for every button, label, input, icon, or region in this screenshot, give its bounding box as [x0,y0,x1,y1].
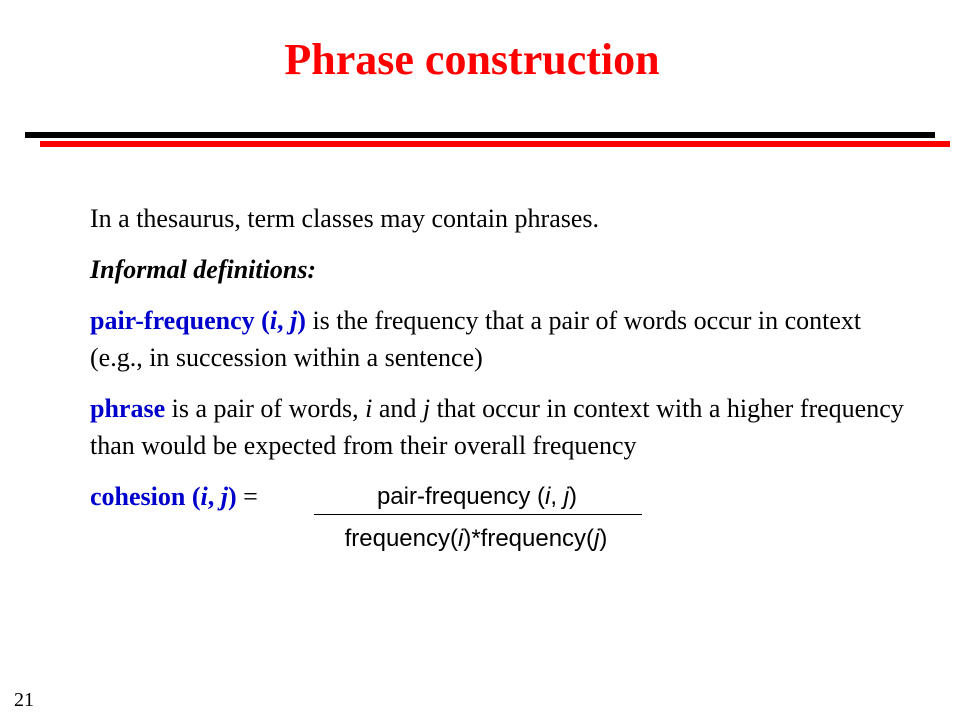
slide-number: 21 [14,689,34,711]
slide-content [90,200,920,558]
fraction-bar [314,514,642,515]
cohesion-label: cohesion (i, j) = [90,482,258,511]
cohesion-formula [90,478,920,558]
cohesion-term: cohesion (i, j) [90,482,237,511]
informal-definitions-heading: Informal definitions: [90,255,317,284]
pair-frequency-term: pair-frequency (i, j) [90,306,306,335]
pair-frequency-text: is the frequency that a pair of words occur in context (e.g., in succession within a sentence) [90,306,862,372]
phrase-term: phrase [90,394,166,423]
formula-denominator: frequency(i)*frequency(j) [344,525,608,552]
title-rule-red [40,141,950,147]
slide-title: Phrase construction [284,35,660,84]
title-rule-black [25,132,935,138]
formula-numerator: pair-frequency (i, j) [376,483,578,510]
phrase-definition: phrase is a pair of words, i and j that occur in context with a higher frequency than would be expected from their overall frequency [90,394,904,460]
intro-paragraph: In a thesaurus, term classes may contain phrases. [90,204,600,233]
pair-frequency-definition [90,302,920,376]
